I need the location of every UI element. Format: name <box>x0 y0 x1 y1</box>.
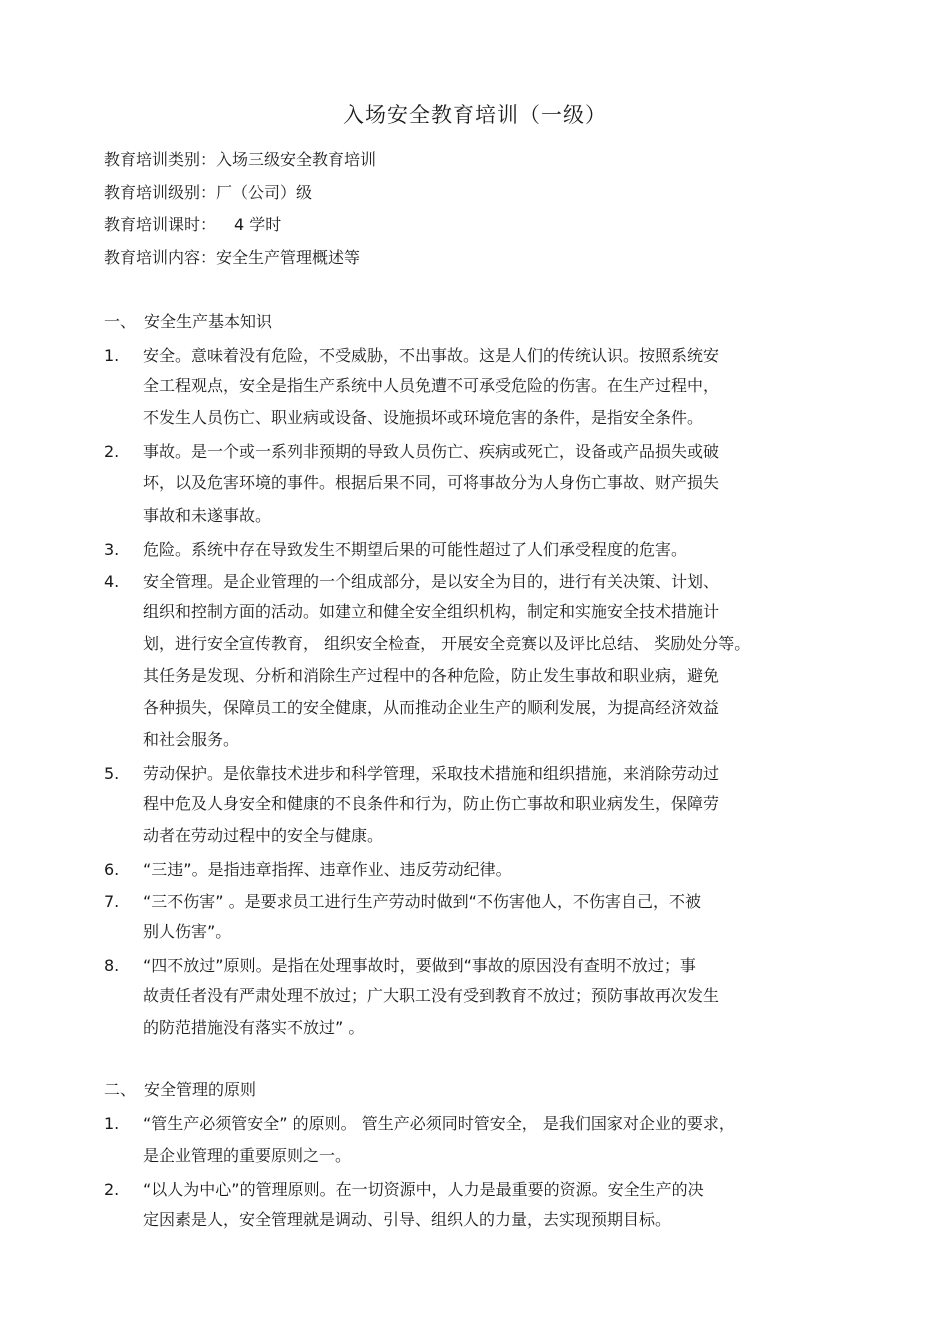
item-text-line: 事故和未遂事故。 <box>143 506 272 525</box>
item-text-line: 坏，以及危害环境的事件。根据后果不同，可将事故分为人身伤亡事故、财产损失 <box>143 473 720 492</box>
item-text-line: “管生产必须管安全” 的原则。 管生产必须同时管安全， 是我们国家对企业的要求， <box>143 1114 735 1133</box>
item-text-line: 组织和控制方面的活动。如建立和健全安全组织机构，制定和实施安全技术措施计 <box>143 602 720 621</box>
item-text-line: 和社会服务。 <box>143 730 240 749</box>
item-text-line: 划，进行安全宣传教育， 组织安全检查， 开展安全竞赛以及评比总结、 奖励处分等。 <box>143 634 751 653</box>
item-text-line: 定因素是人，安全管理就是调动、引导、组织人的力量，去实现预期目标。 <box>143 1210 672 1229</box>
section-heading <box>104 1078 256 1102</box>
section-heading <box>104 310 272 334</box>
section-number: 一、 <box>104 312 137 331</box>
meta-value: 厂（公司）级 <box>216 183 313 202</box>
meta-category <box>104 148 376 172</box>
item-number: 3. <box>104 540 120 559</box>
item-text-line: 的防范措施没有落实不放过” 。 <box>143 1018 365 1037</box>
item-text-line: 全工程观点，安全是指生产系统中人员免遭不可承受危险的伤害。在生产过程中， <box>143 376 720 395</box>
item-text-line: “四不放过”原则。是指在处理事故时，要做到“事故的原因没有查明不放过；事 <box>143 956 696 975</box>
item-text-line: 故责任者没有严肃处理不放过；广大职工没有受到教育不放过；预防事故再次发生 <box>143 986 720 1005</box>
item-number: 2. <box>104 442 120 461</box>
meta-level <box>104 181 312 205</box>
meta-content <box>104 246 360 270</box>
item-text-line: 动者在劳动过程中的安全与健康。 <box>143 826 384 845</box>
item-number: 7. <box>104 892 120 911</box>
meta-value: 4 学时 <box>234 215 282 234</box>
meta-label: 教育培训级别： <box>104 183 217 202</box>
meta-hours <box>104 213 281 237</box>
section-number: 二、 <box>104 1080 137 1099</box>
meta-value: 入场三级安全教育培训 <box>216 150 377 169</box>
item-text-line: 安全管理。是企业管理的一个组成部分，是以安全为目的，进行有关决策、计划、 <box>143 572 720 591</box>
section-title: 安全管理的原则 <box>144 1080 257 1099</box>
meta-value: 安全生产管理概述等 <box>216 248 361 267</box>
item-text-line: 安全。意味着没有危险，不受威胁，不出事故。这是人们的传统认识。按照系统安 <box>143 346 720 365</box>
meta-label: 教育培训类别： <box>104 150 217 169</box>
item-number: 4. <box>104 572 120 591</box>
item-text-line: 劳动保护。是依靠技术进步和科学管理，采取技术措施和组织措施，来消除劳动过 <box>143 764 720 783</box>
item-text-line: 是企业管理的重要原则之一。 <box>143 1146 352 1165</box>
item-number: 8. <box>104 956 120 975</box>
meta-label: 教育培训课时： <box>104 215 217 234</box>
item-text-line: “三违”。是指违章指挥、违章作业、违反劳动纪律。 <box>143 860 512 879</box>
item-number: 1. <box>104 346 120 365</box>
document-title: 入场安全教育培训（一级） <box>343 103 607 127</box>
item-text-line: 程中危及人身安全和健康的不良条件和行为，防止伤亡事故和职业病发生，保障劳 <box>143 794 720 813</box>
item-text-line: “三不伤害” 。是要求员工进行生产劳动时做到“不伤害他人，不伤害自己，不被 <box>143 892 701 911</box>
section-title: 安全生产基本知识 <box>144 312 273 331</box>
meta-label: 教育培训内容： <box>104 248 217 267</box>
item-text-line: 事故。是一个或一系列非预期的导致人员伤亡、疾病或死亡，设备或产品损失或破 <box>143 442 720 461</box>
item-text-line: 不发生人员伤亡、职业病或设备、设施损坏或环境危害的条件，是指安全条件。 <box>143 408 704 427</box>
item-number: 2. <box>104 1180 120 1199</box>
item-text-line: 各种损失，保障员工的安全健康，从而推动企业生产的顺利发展，为提高经济效益 <box>143 698 720 717</box>
item-text-line: “以人为中心”的管理原则。在一切资源中，人力是最重要的资源。安全生产的决 <box>143 1180 704 1199</box>
item-text-line: 危险。系统中存在导致发生不期望后果的可能性超过了人们承受程度的危害。 <box>143 540 688 559</box>
item-number: 6. <box>104 860 120 879</box>
item-text-line: 别人伤害”。 <box>143 922 232 941</box>
item-number: 5. <box>104 764 120 783</box>
item-text-line: 其任务是发现、分析和消除生产过程中的各种危险，防止发生事故和职业病，避免 <box>143 666 720 685</box>
item-number: 1. <box>104 1114 120 1133</box>
